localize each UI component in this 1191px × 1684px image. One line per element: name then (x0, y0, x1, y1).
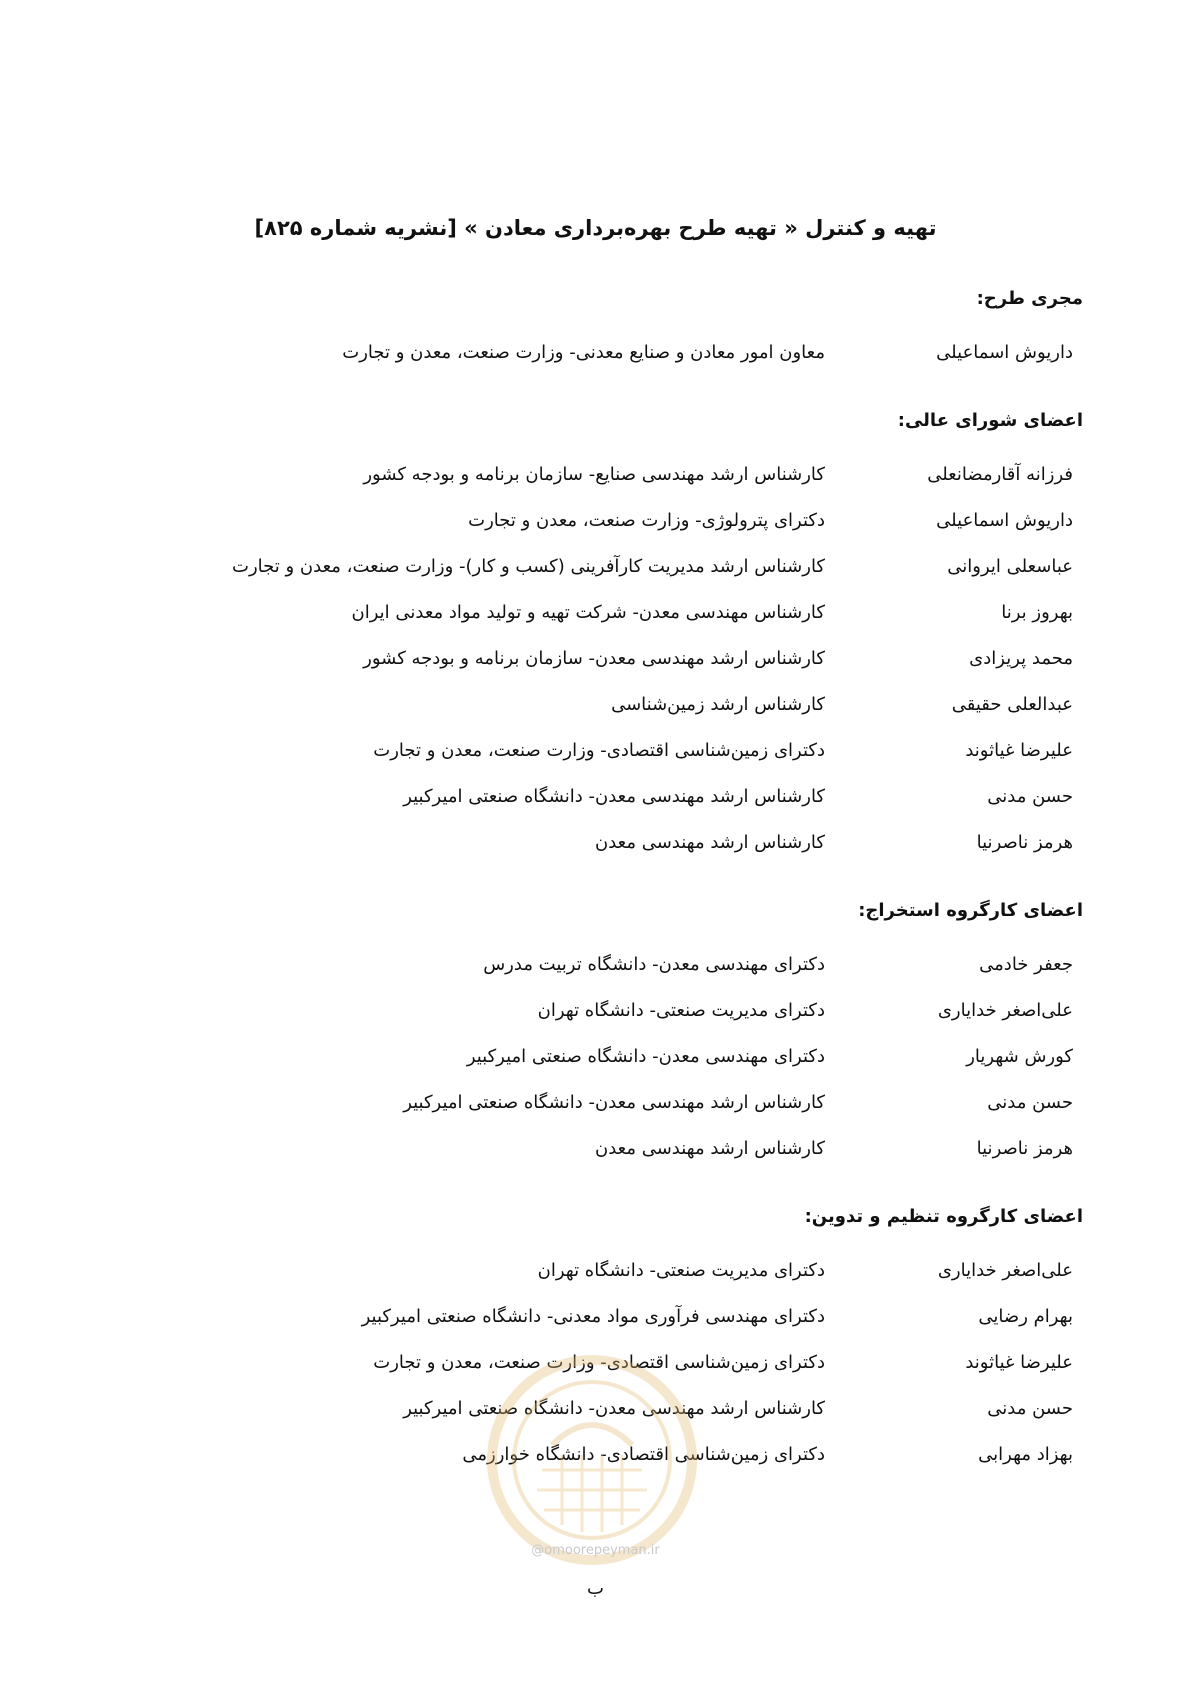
member-role: دکترای زمین‌شناسی اقتصادی- وزارت صنعت، معدن و تجارت (373, 1352, 825, 1373)
member-name: داریوش اسماعیلی (936, 510, 1073, 531)
page-title: تهیه و کنترل « تهیه طرح بهره‌برداری معادن » [نشریه شماره ۸۲۵] (254, 216, 937, 240)
member-name: عبدالعلی حقیقی (951, 694, 1073, 715)
member-name: بهروز برنا (1001, 602, 1073, 623)
member-role: کارشناس ارشد مهندسی معدن (594, 1138, 825, 1159)
member-role: کارشناس ارشد مهندسی معدن- دانشگاه صنعتی امیرکبیر (403, 786, 825, 807)
member-row (100, 498, 1083, 544)
member-row (100, 590, 1083, 636)
member-role: کارشناس ارشد مهندسی صنایع- سازمان برنامه و بودجه کشور (363, 464, 825, 485)
member-role: کارشناس مهندسی معدن- شرکت تهیه و تولید مواد معدنی ایران (351, 602, 825, 623)
member-name: فرزانه آقارمضانعلی (927, 464, 1073, 485)
member-role: دکترای پترولوژی- وزارت صنعت، معدن و تجارت (468, 510, 825, 531)
member-row (100, 728, 1083, 774)
member-name: علی‌اصغر خدایاری (937, 1260, 1073, 1281)
member-name: حسن مدنی (987, 786, 1073, 807)
member-role: کارشناس ارشد زمین‌شناسی (611, 694, 825, 715)
member-name: علیرضا غیاثوند (965, 1352, 1073, 1373)
member-list (100, 942, 1083, 1172)
member-row (100, 636, 1083, 682)
member-row (100, 682, 1083, 728)
member-name: کورش شهریار (966, 1046, 1073, 1067)
member-name: علیرضا غیاثوند (965, 740, 1073, 761)
member-row (100, 330, 1083, 376)
member-row (100, 988, 1083, 1034)
member-list (100, 452, 1083, 866)
member-role: دکترای مهندسی معدن- دانشگاه صنعتی امیرکبیر (466, 1046, 825, 1067)
member-name: حسن مدنی (987, 1092, 1073, 1113)
watermark-text: @omoorepeyman.ir (531, 1543, 660, 1558)
member-role: کارشناس ارشد مهندسی معدن (594, 832, 825, 853)
member-row (100, 452, 1083, 498)
member-role: دکترای مدیریت صنعتی- دانشگاه تهران (537, 1000, 825, 1021)
section-heading: اعضای کارگروه استخراج: (858, 900, 1083, 921)
member-role: کارشناس ارشد مدیریت کارآفرینی (کسب و کار)- وزارت صنعت، معدن و تجارت (232, 556, 825, 577)
section-heading: مجری طرح: (976, 288, 1083, 309)
member-role: دکترای زمین‌شناسی اقتصادی- وزارت صنعت، معدن و تجارت (373, 740, 825, 761)
member-row (100, 544, 1083, 590)
section-project-executor (100, 282, 1083, 376)
member-name: داریوش اسماعیلی (936, 342, 1073, 363)
section-high-council (100, 404, 1083, 866)
member-name: محمد پریزادی (969, 648, 1073, 669)
member-name: حسن مدنی (987, 1398, 1073, 1419)
member-row (100, 1080, 1083, 1126)
member-row (100, 1126, 1083, 1172)
member-name: عباسعلی ایروانی (947, 556, 1073, 577)
member-role: دکترای مهندسی فرآوری مواد معدنی- دانشگاه صنعتی امیرکبیر (361, 1306, 825, 1327)
member-row (100, 774, 1083, 820)
member-role: کارشناس ارشد مهندسی معدن- سازمان برنامه و بودجه کشور (363, 648, 825, 669)
section-extraction-group (100, 894, 1083, 1172)
member-role: دکترای زمین‌شناسی اقتصادی- دانشگاه خوارزمی (462, 1444, 825, 1465)
watermark-logo-icon (482, 1350, 702, 1570)
member-row (100, 1248, 1083, 1294)
member-row (100, 942, 1083, 988)
member-role: کارشناس ارشد مهندسی معدن- دانشگاه صنعتی امیرکبیر (403, 1092, 825, 1113)
page-number: ب (587, 1578, 604, 1599)
member-name: بهرام رضایی (978, 1306, 1073, 1327)
member-list (100, 330, 1083, 376)
member-role: دکترای مدیریت صنعتی- دانشگاه تهران (537, 1260, 825, 1281)
member-name: هرمز ناصرنیا (976, 832, 1073, 853)
member-row (100, 1034, 1083, 1080)
member-name: جعفر خادمی (979, 954, 1073, 975)
member-row (100, 820, 1083, 866)
section-heading: اعضای شورای عالی: (897, 410, 1083, 431)
member-role: معاون امور معادن و صنایع معدنی- وزارت صنعت، معدن و تجارت (342, 342, 825, 363)
member-row (100, 1294, 1083, 1340)
member-name: علی‌اصغر خدایاری (937, 1000, 1073, 1021)
section-heading: اعضای کارگروه تنظیم و تدوین: (804, 1206, 1083, 1227)
member-role: دکترای مهندسی معدن- دانشگاه تربیت مدرس (483, 954, 825, 975)
member-name: بهزاد مهرابی (978, 1444, 1073, 1465)
member-name: هرمز ناصرنیا (976, 1138, 1073, 1159)
member-role: کارشناس ارشد مهندسی معدن- دانشگاه صنعتی امیرکبیر (403, 1398, 825, 1419)
